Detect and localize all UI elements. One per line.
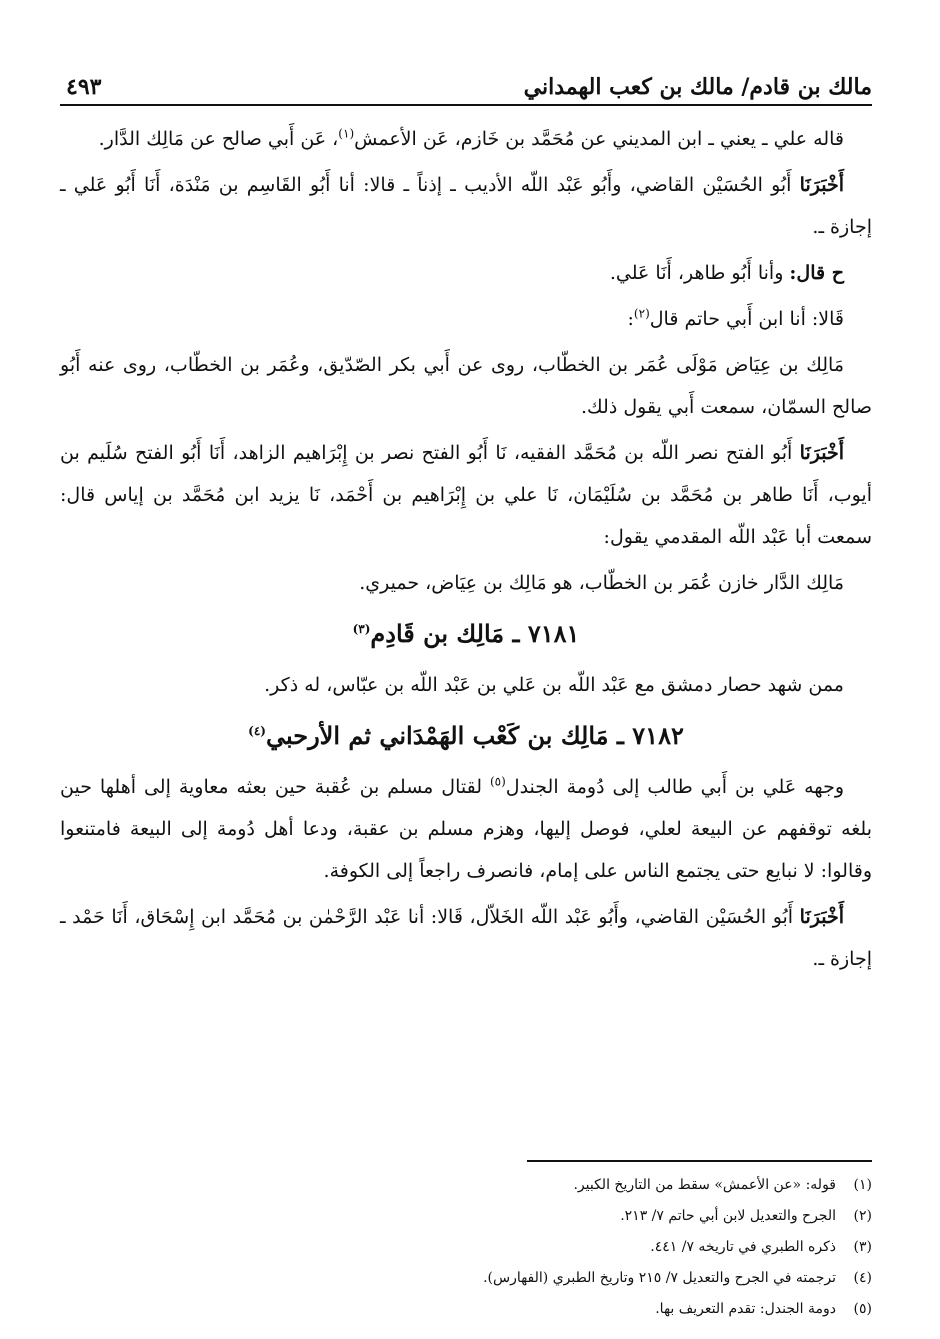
isnad-keyword: أَخْبَرَنَا	[799, 442, 844, 464]
footnote-ref-3[interactable]: (٣)	[352, 622, 371, 636]
footnote-text: قوله: «عن الأعمش» سقط من التاريخ الكبير.	[573, 1177, 836, 1193]
paragraph-2: أَخْبَرَنَا أَبُو الحُسَيْن القاضي، وأَبُو عَبْد اللّه الأديب ـ إذناً ـ قالا: أنا أَبُو القَاسِم بن مَنْدَة، أَنَا أَبُو عَلي ـ إجازة ـ.	[60, 174, 872, 238]
footnote-ref-4[interactable]: (٤)	[248, 724, 266, 738]
footnote-item	[60, 1232, 872, 1263]
isnad-keyword: ح قال:	[789, 262, 844, 284]
footnote-text: دومة الجندل: تقدم التعريف بها.	[655, 1301, 836, 1317]
paragraph-8: ممن شهد حصار دمشق مع عَبْد اللّه بن عَلي بن عَبْد اللّه بن عبّاس، له ذكر.	[264, 674, 844, 696]
isnad-keyword: أَخْبَرَنَا	[799, 174, 844, 196]
footnote-item	[60, 1263, 872, 1294]
paragraph-5: مَالِك بن عِيَاض مَوْلَى عُمَر بن الخطّاب، روى عن أَبي بكر الصّدّيق، وعُمَر بن الخطّاب، روى عنه أَبُو صالح السمّان، سمعت أَبي يقول ذلك.	[60, 354, 872, 418]
footnote-text: ترجمته في الجرح والتعديل ٧/ ٢١٥ وتاريخ الطبري (الفهارس).	[483, 1270, 836, 1286]
paragraph-6: أَخْبَرَنَا أَبُو الفتح نصر اللّه بن مُحَمَّد الفقيه، نَا أَبُو الفتح نصر بن إِبْرَاهيم الزاهد، أَنَا أَبُو الفتح سُلَيم بن أيوب، أَنَا طاهر بن مُحَمَّد بن سُلَيْمَان، نَا علي بن إِبْرَاهيم بن أَحْمَد، نَا يزيد ابن مُحَمَّد بن إياس قال: سمعت أبا عَبْد اللّه المقدمي يقول:	[60, 442, 872, 548]
book-page	[60, 60, 872, 1317]
footnote-item	[60, 1170, 872, 1201]
footnote-number: (٤)	[853, 1270, 872, 1286]
page-number: ٤٩٣	[66, 74, 102, 100]
paragraph-3: ح قال: وأنا أَبُو طاهر، أَنَا عَلي.	[609, 262, 844, 284]
footnote-ref-5[interactable]: (٥)	[489, 774, 506, 789]
footnote-ref-2[interactable]: (٢)	[633, 306, 650, 321]
footnote-ref-1[interactable]: (١)	[338, 126, 355, 141]
main-text	[60, 118, 872, 980]
footnote-divider	[527, 1160, 872, 1162]
isnad-keyword: أَخْبَرَنَا	[799, 906, 844, 928]
footnote-item	[60, 1294, 872, 1325]
footnote-text: ذكره الطبري في تاريخه ٧/ ٤٤١.	[650, 1239, 836, 1255]
footnote-number: (٥)	[853, 1301, 872, 1317]
paragraph-9: وجهه عَلي بن أَبي طالب إلى دُومة الجندل$^{(٥)}$ لقتال مسلم بن عُقبة حين بعثه معاوية إلى أهلها حين بلغه توقفهم عن البيعة لعلي، فوصل إليها، وهزم مسلم بن عقبة، ودعا أهل دُومة إلى البيعة فامتنعوا وقالوا: لا نبايع حتى يجتمع الناس على إمام، فانصرف راجعاً إلى الكوفة.	[60, 774, 872, 882]
paragraph-10: أَخْبَرَنَا أَبُو الحُسَيْن القاضي، وأَبُو عَبْد اللّه الخَلاّل، قَالا: أنا عَبْد الرَّحْمٰن بن مُحَمَّد ابن إِسْحَاق، أَنَا حَمْد ـ إجازة ـ.	[60, 906, 872, 970]
paragraph-7: مَالِك الدَّار خازن عُمَر بن الخطّاب، هو مَالِك بن عِيَاض، حميري.	[359, 572, 844, 594]
footnote-text: الجرح والتعديل لابن أبي حاتم ٧/ ٢١٣.	[620, 1208, 836, 1224]
entry-heading-7181: ٧١٨١ ـ مَالِك بن قَادِم$^{(٣)}$	[352, 619, 580, 648]
footnotes	[60, 1160, 872, 1325]
paragraph-1: قاله علي ـ يعني ـ ابن المديني عن مُحَمَّد بن خَازم، عَن الأعمش$^{(١)}$، عَن أَبي صالح عن مَالِك الدَّار.	[98, 126, 844, 150]
entry-heading-7182: ٧١٨٢ ـ مَالِك بن كَعْب الهَمْدَاني ثم الأرحبي$^{(٤)}$	[248, 721, 684, 750]
running-header	[60, 60, 872, 106]
footnote-number: (٢)	[853, 1208, 872, 1224]
paragraph-4: قَالا: أنا ابن أَبي حاتم قال$^{(٢)}$:	[627, 306, 844, 330]
running-title: مالك بن قادم/ مالك بن كعب الهمداني	[523, 74, 872, 100]
footnote-number: (١)	[853, 1177, 872, 1193]
footnote-item	[60, 1201, 872, 1232]
footnote-number: (٣)	[853, 1239, 872, 1255]
